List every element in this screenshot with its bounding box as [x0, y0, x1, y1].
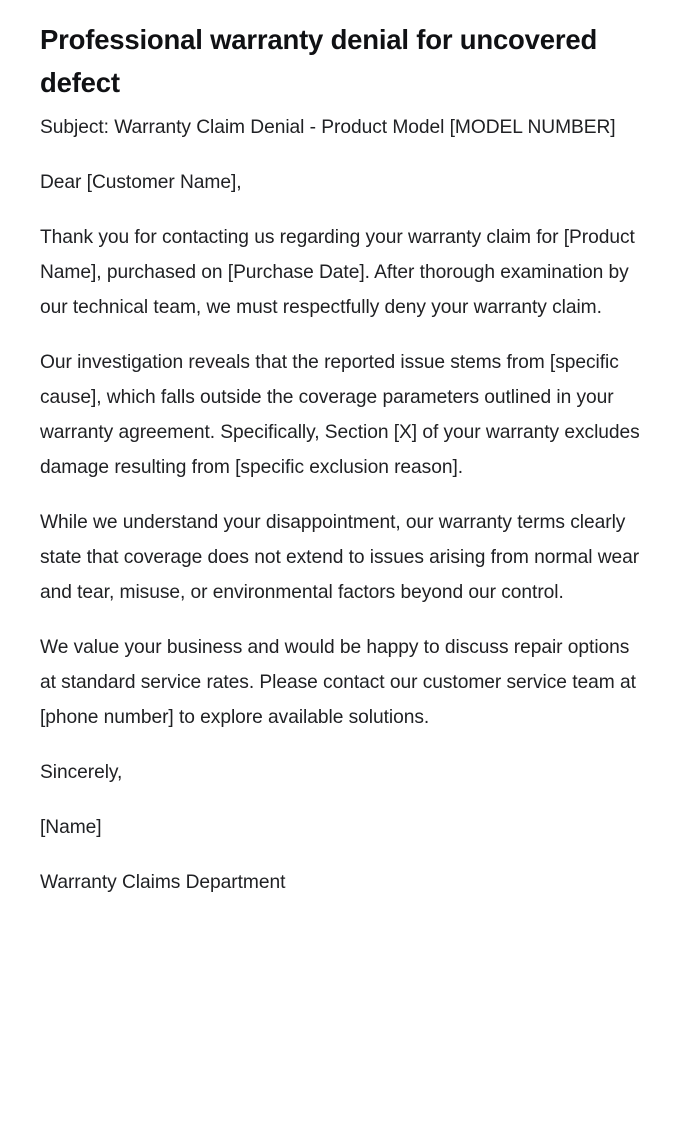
paragraph-intro: Thank you for contacting us regarding your warranty claim for [Product Name], purchased on [Purchase Date]. After thorough examination by our technical team, we must respectfully deny your warranty claim. — [40, 227, 635, 318]
paragraph-subject: Subject: Warranty Claim Denial - Product Model [MODEL NUMBER] — [40, 117, 616, 138]
page-title: Professional warranty denial for uncovered defect — [40, 24, 598, 98]
paragraph-signature-name: [Name] — [40, 817, 102, 838]
paragraph-repair-offer: We value your business and would be happy to discuss repair options at standard service rates. Please contact our customer service team at [phone number] to explore available solutions. — [40, 637, 636, 728]
paragraph-investigation: Our investigation reveals that the reported issue stems from [specific cause], which falls outside the coverage parameters outlined in your warranty agreement. Specifically, Section [X] of your warranty excludes damage resulting from [specific exclusion reason]. — [40, 352, 640, 478]
paragraph-signature-department: Warranty Claims Department — [40, 872, 286, 893]
paragraph-closing: Sincerely, — [40, 762, 123, 783]
article-body — [40, 110, 648, 900]
paragraph-salutation: Dear [Customer Name], — [40, 172, 242, 193]
paragraph-terms: While we understand your disappointment, our warranty terms clearly state that coverage does not extend to issues arising from normal wear and tear, misuse, or environmental factors beyond our control. — [40, 512, 640, 603]
